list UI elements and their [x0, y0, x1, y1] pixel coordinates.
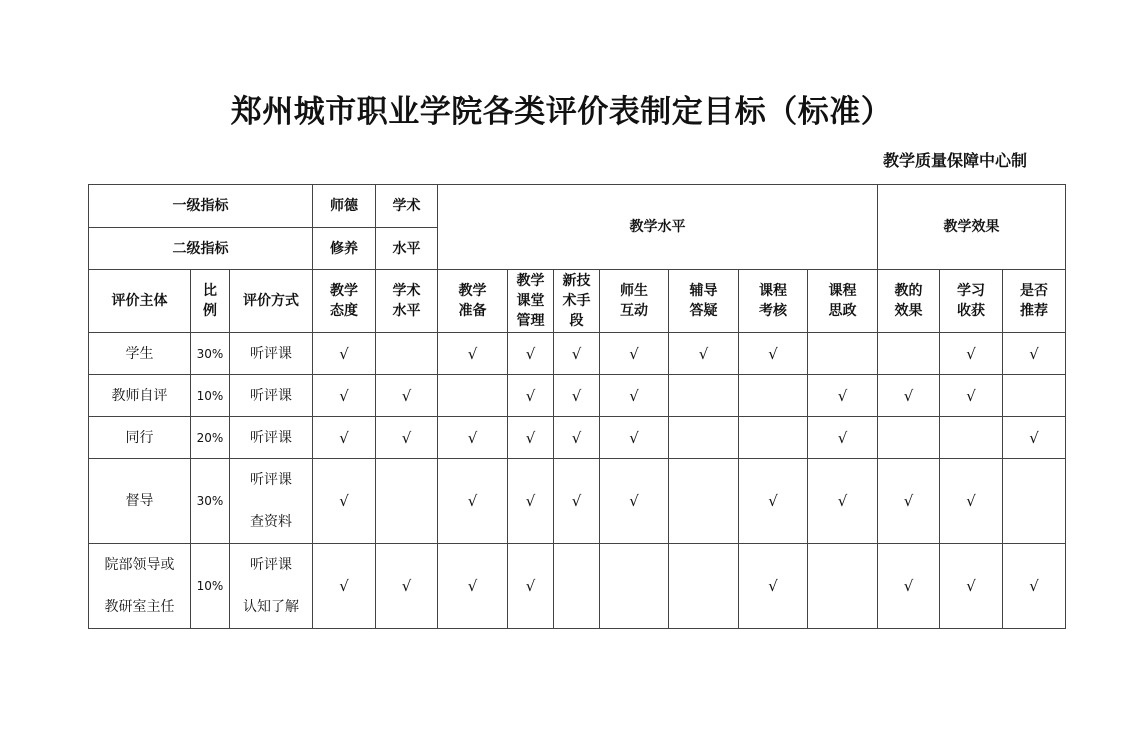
check-mark-cell: √: [438, 417, 508, 459]
header-row-level1: [89, 185, 1066, 228]
ratio-cell: 10%: [191, 375, 230, 417]
ratio-cell: 30%: [191, 459, 230, 544]
document-title: 郑州城市职业学院各类评价表制定目标（标准）: [230, 94, 893, 130]
check-mark-cell: √: [508, 459, 554, 544]
evaluator-cell: 同行: [89, 417, 191, 459]
indicator-column-header: 辅导 答疑: [669, 270, 739, 333]
check-mark-cell: [376, 459, 438, 544]
check-mark-cell: [669, 417, 739, 459]
check-mark-cell: √: [1003, 417, 1066, 459]
check-mark-cell: √: [313, 375, 376, 417]
check-mark-cell: √: [376, 417, 438, 459]
check-mark-cell: [376, 333, 438, 375]
check-mark-cell: [808, 333, 878, 375]
table-row: [89, 333, 1066, 375]
ratio-column-header: 比 例: [191, 270, 230, 333]
check-mark-cell: [878, 333, 940, 375]
check-mark-cell: √: [808, 417, 878, 459]
level2-indicator-label: 二级指标: [89, 228, 313, 270]
method-cell: 听评课: [230, 375, 313, 417]
indicator-column-header: 学术 水平: [376, 270, 438, 333]
check-mark-cell: √: [508, 417, 554, 459]
check-mark-cell: [669, 459, 739, 544]
method-column-header: 评价方式: [230, 270, 313, 333]
method-cell: 听评课 查资料: [230, 459, 313, 544]
evaluator-cell: 教师自评: [89, 375, 191, 417]
indicator-column-header: 学习 收获: [940, 270, 1003, 333]
check-mark-cell: √: [739, 544, 808, 629]
check-mark-cell: [669, 544, 739, 629]
method-cell: 听评课: [230, 333, 313, 375]
check-mark-cell: √: [878, 544, 940, 629]
check-mark-cell: √: [940, 375, 1003, 417]
ratio-cell: 20%: [191, 417, 230, 459]
check-mark-cell: √: [508, 544, 554, 629]
teaching-effect-header: 教学效果: [878, 185, 1066, 270]
evaluator-column-header: 评价主体: [89, 270, 191, 333]
check-mark-cell: √: [438, 333, 508, 375]
indicator-column-header: 教学 课堂 管理: [508, 270, 554, 333]
ethics-header-top: 师德: [313, 185, 376, 228]
indicator-column-header: 教的 效果: [878, 270, 940, 333]
check-mark-cell: √: [376, 544, 438, 629]
check-mark-cell: √: [313, 459, 376, 544]
table-row: [89, 375, 1066, 417]
indicator-column-header: 教学 态度: [313, 270, 376, 333]
check-mark-cell: √: [808, 459, 878, 544]
table-row: [89, 544, 1066, 629]
check-mark-cell: √: [940, 459, 1003, 544]
check-mark-cell: √: [1003, 333, 1066, 375]
check-mark-cell: [554, 544, 600, 629]
check-mark-cell: √: [878, 375, 940, 417]
column-header-row: [89, 270, 1066, 333]
indicator-column-header: 课程 思政: [808, 270, 878, 333]
indicator-column-header: 师生 互动: [600, 270, 669, 333]
check-mark-cell: √: [313, 333, 376, 375]
check-mark-cell: [739, 375, 808, 417]
table-row: [89, 459, 1066, 544]
check-mark-cell: √: [554, 417, 600, 459]
check-mark-cell: √: [940, 333, 1003, 375]
indicator-column-header: 课程 考核: [739, 270, 808, 333]
ethics-header-bottom: 修养: [313, 228, 376, 270]
check-mark-cell: [1003, 375, 1066, 417]
check-mark-cell: [1003, 459, 1066, 544]
evaluation-standards-table: [88, 184, 1066, 629]
method-cell: 听评课: [230, 417, 313, 459]
check-mark-cell: [739, 417, 808, 459]
check-mark-cell: √: [313, 544, 376, 629]
check-mark-cell: [808, 544, 878, 629]
academic-header-bottom: 水平: [376, 228, 438, 270]
check-mark-cell: √: [669, 333, 739, 375]
table-row: [89, 417, 1066, 459]
check-mark-cell: [878, 417, 940, 459]
check-mark-cell: √: [600, 459, 669, 544]
check-mark-cell: √: [1003, 544, 1066, 629]
ratio-cell: 10%: [191, 544, 230, 629]
check-mark-cell: √: [600, 333, 669, 375]
level1-indicator-label: 一级指标: [89, 185, 313, 228]
check-mark-cell: [940, 417, 1003, 459]
check-mark-cell: √: [508, 375, 554, 417]
academic-header-top: 学术: [376, 185, 438, 228]
check-mark-cell: √: [878, 459, 940, 544]
ratio-cell: 30%: [191, 333, 230, 375]
method-cell: 听评课 认知了解: [230, 544, 313, 629]
document-issuer: 教学质量保障中心制: [882, 151, 1027, 170]
check-mark-cell: √: [739, 333, 808, 375]
check-mark-cell: √: [600, 375, 669, 417]
check-mark-cell: √: [438, 544, 508, 629]
check-mark-cell: √: [554, 459, 600, 544]
check-mark-cell: √: [554, 375, 600, 417]
check-mark-cell: [438, 375, 508, 417]
check-mark-cell: √: [600, 417, 669, 459]
check-mark-cell: √: [438, 459, 508, 544]
check-mark-cell: [669, 375, 739, 417]
evaluator-cell: 督导: [89, 459, 191, 544]
check-mark-cell: √: [508, 333, 554, 375]
indicator-column-header: 是否 推荐: [1003, 270, 1066, 333]
check-mark-cell: √: [940, 544, 1003, 629]
evaluator-cell: 学生: [89, 333, 191, 375]
check-mark-cell: √: [739, 459, 808, 544]
check-mark-cell: √: [313, 417, 376, 459]
teaching-level-header: 教学水平: [438, 185, 878, 270]
check-mark-cell: √: [376, 375, 438, 417]
check-mark-cell: √: [808, 375, 878, 417]
check-mark-cell: [600, 544, 669, 629]
indicator-column-header: 新技 术手 段: [554, 270, 600, 333]
evaluator-cell: 院部领导或 教研室主任: [89, 544, 191, 629]
check-mark-cell: √: [554, 333, 600, 375]
indicator-column-header: 教学 准备: [438, 270, 508, 333]
